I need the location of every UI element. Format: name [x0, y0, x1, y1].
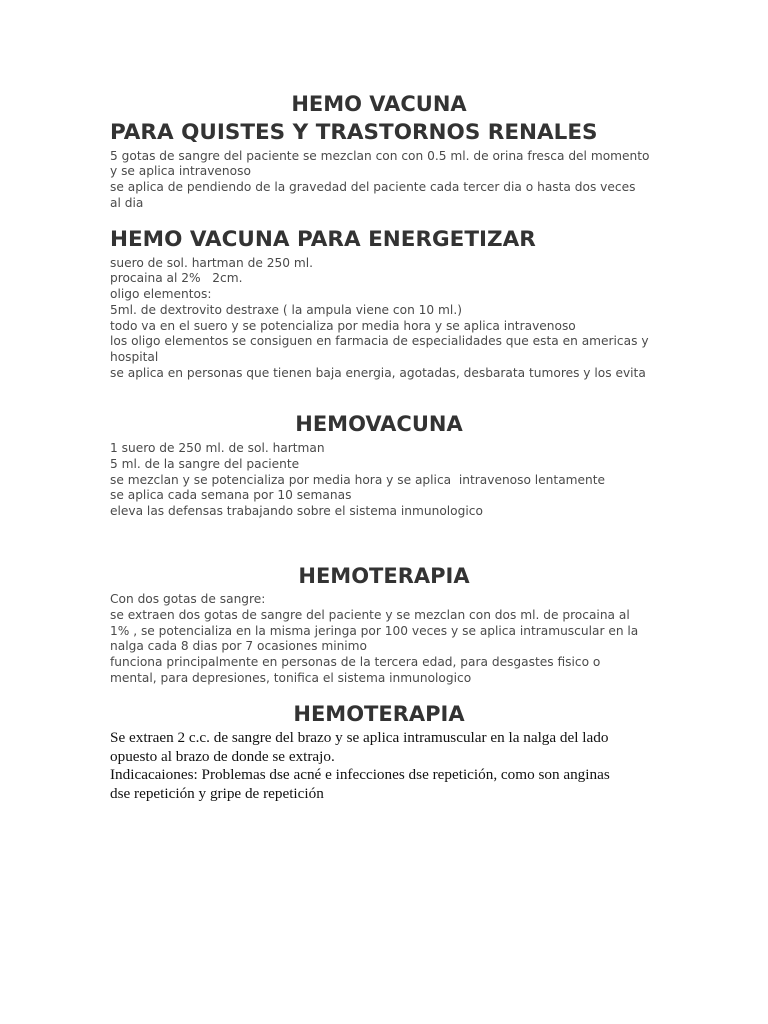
paragraph: todo va en el suero y se potencializa por media hora y se aplica intravenoso: [110, 318, 576, 333]
paragraph: procaina al 2% 2cm.: [110, 271, 243, 286]
paragraph: se mezclan y se potencializa por media hora y se aplica intravenoso lentamente: [110, 472, 606, 487]
paragraph: funciona principalmente en personas de la tercera edad, para desgastes fisico o mental, para depresiones, tonifica el sistema inmunologico: [110, 655, 601, 685]
paragraph: se aplica de pendiendo de la gravedad del paciente cada tercer dia o hasta dos veces al dia: [110, 180, 636, 210]
paragraph: 5 gotas de sangre del paciente se mezclan con con 0.5 ml. de orina fresca del momento y se aplica intravenoso: [110, 148, 650, 179]
paragraph: oligo elementos:: [110, 287, 212, 302]
section-subtitle: PARA QUISTES Y TRASTORNOS RENALES: [110, 120, 598, 145]
section-title: HEMO VACUNA PARA ENERGETIZAR: [110, 227, 536, 252]
paragraph: los oligo elementos se consiguen en farmacia de especialidades que esta en americas y hospital: [110, 334, 649, 365]
paragraph: suero de sol. hartman de 250 ml.: [110, 255, 313, 270]
paragraph: se extraen dos gotas de sangre del paciente y se mezclan con dos ml. de procaina al 1% , se potencializa en la misma jeringa por 100 veces y se aplica intramuscular en la nalga cada 8 dias por 7 ocasiones minimo: [110, 607, 639, 654]
section-hemoterapia-1: [110, 566, 658, 687]
paragraph: Indicacaiones: Problemas dse acné e infecciones dse repetición, como son anginas dse repetición y gripe de repetición: [110, 766, 610, 802]
section-title: HEMO VACUNA: [291, 92, 467, 116]
section-title: HEMOTERAPIA: [293, 702, 465, 726]
paragraph: 1 suero de 250 ml. de sol. hartman: [110, 441, 325, 455]
paragraph: Con dos gotas de sangre:: [110, 592, 266, 606]
paragraph: 5ml. de dextrovito destraxe ( la ampula viene con 10 ml.): [110, 302, 462, 317]
paragraph: se aplica en personas que tienen baja energia, agotadas, desbarata tumores y los evita: [110, 366, 646, 381]
section-hemo-vacuna-energetizar: [110, 229, 658, 382]
section-hemo-vacuna-renales: [110, 94, 658, 212]
section-hemovacuna: [110, 414, 658, 520]
section-title: HEMOTERAPIA: [298, 564, 470, 588]
section-hemoterapia-2: [110, 704, 658, 803]
section-title: HEMOVACUNA: [295, 412, 463, 436]
paragraph: 5 ml. de la sangre del paciente: [110, 456, 300, 471]
paragraph: se aplica cada semana por 10 semanas: [110, 488, 352, 503]
paragraph: eleva las defensas trabajando sobre el sistema inmunologico: [110, 504, 483, 519]
paragraph: Se extraen 2 c.c. de sangre del brazo y se aplica intramuscular en la nalga del lado opuesto al brazo de donde se extrajo.: [110, 729, 609, 765]
